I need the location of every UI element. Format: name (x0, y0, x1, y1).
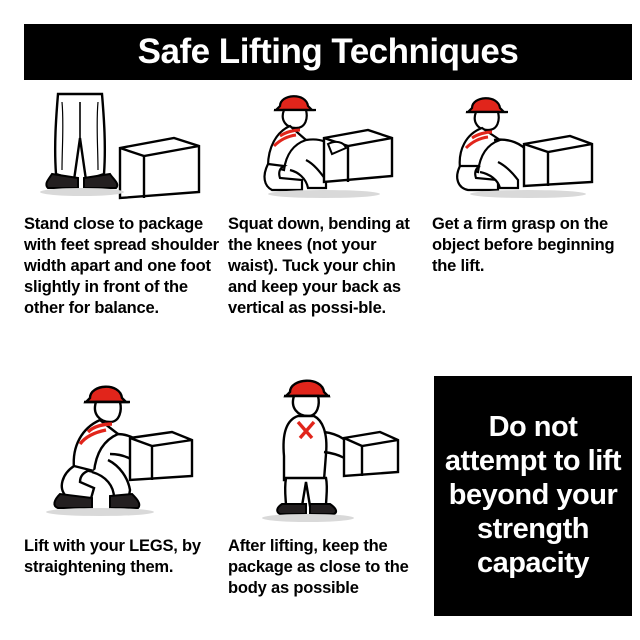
step-card-2 (228, 88, 426, 368)
illustration-worker-gripping-box (432, 88, 630, 210)
warning-text: Do not attempt to lift beyond your strength capacity (444, 411, 622, 579)
page-title: Safe Lifting Techniques (137, 32, 519, 71)
illustration-worker-squatting-at-box (228, 88, 426, 210)
step-caption: After lifting, keep the package as close to the body as possible (228, 537, 409, 597)
illustration-worker-lifting-with-legs (24, 376, 222, 536)
step-card-3 (432, 88, 630, 368)
illustration-worker-carrying-box-close (228, 376, 426, 536)
step-card-1 (24, 88, 222, 368)
poster-title-bar (24, 24, 632, 80)
step-caption: Get a firm grasp on the object before beginning the lift. (432, 215, 615, 275)
step-caption: Lift with your LEGS, by straightening them. (24, 537, 201, 576)
steps-row-bottom (24, 376, 632, 624)
step-caption: Stand close to package with feet spread shoulder width apart and one foot slightly in front of the other for balance. (24, 215, 219, 317)
step-card-4 (24, 376, 222, 624)
steps-row-top (24, 88, 632, 368)
step-card-5 (228, 376, 426, 624)
warning-panel (434, 376, 632, 616)
illustration-legs-standing-beside-box (24, 88, 222, 210)
step-caption: Squat down, bending at the knees (not your waist). Tuck your chin and keep your back as vertical as possi-ble. (228, 215, 410, 317)
